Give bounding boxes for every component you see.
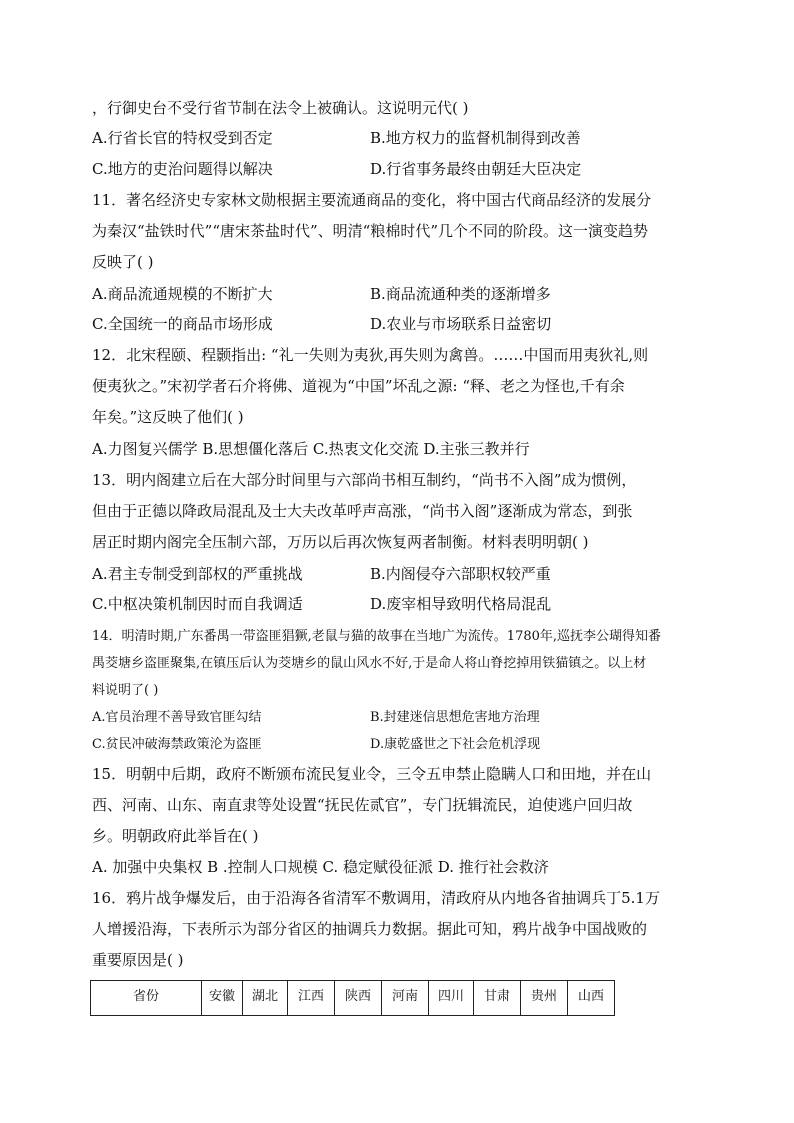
- table-header-cell: 山西: [568, 981, 615, 1016]
- table-header-cell: 陕西: [335, 981, 382, 1016]
- q12-options: A.力图复兴儒学 B.思想僵化落后 C.热衷文化交流 D.主张三教并行: [92, 440, 530, 458]
- q12-stem-line2: 便夷狄之。”宋初学者石介将佛、道视为“中国”坏乱之源: “释、老之为怪也,千有余: [92, 377, 625, 395]
- q14-option-a: A.官员治理不善导致官匪勾结: [92, 710, 262, 725]
- table-header-cell: 四川: [429, 981, 474, 1016]
- q12-stem-line1: 12．北宋程颐、程颢指出: “礼一失则为夷狄,再失则为禽兽。……中国而用夷狄礼,则: [92, 346, 649, 364]
- q13-option-b: B.内阁侵夺六部职权较严重: [370, 565, 551, 583]
- table-header-cell: 贵州: [521, 981, 568, 1016]
- table-header-cell: 河南: [382, 981, 429, 1016]
- q10-option-b: B.地方权力的监督机制得到改善: [370, 129, 581, 147]
- q14-stem-line3: 料说明了( ): [92, 683, 159, 698]
- q13-stem-line3: 居正时期内阁完全压制六部，万历以后再次恢复两者制衡。材料表明明朝( ): [92, 533, 589, 551]
- q11-option-b: B.商品流通种类的逐渐增多: [370, 285, 551, 303]
- q13-option-d: D.废宰相导致明代格局混乱: [370, 595, 552, 613]
- province-troop-table: [90, 980, 615, 1016]
- q10-option-c: C.地方的吏治问题得以解决: [92, 160, 273, 178]
- q14-stem-line1: 14．明清时期,广东番禺一带盗匪猖獗,老鼠与猫的故事在当地广为流传。1780年,巡抚李公瑚得知番: [92, 629, 662, 644]
- q16-stem-line2: 人增援沿海，下表所示为部分省区的抽调兵力数据。据此可知，鸦片战争中国战败的: [92, 920, 648, 938]
- q15-stem-line1: 15．明朝中后期，政府不断颁布流民复业令，三令五申禁止隐瞒人口和田地，并在山: [92, 765, 652, 783]
- q11-option-d: D.农业与市场联系日益密切: [370, 315, 552, 333]
- q14-option-c: C.贫民冲破海禁政策沦为盗匪: [92, 737, 262, 752]
- q14-option-d: D.康乾盛世之下社会危机浮现: [370, 737, 541, 752]
- q11-option-a: A.商品流通规模的不断扩大: [92, 285, 273, 303]
- table-header-cell: 安徽: [202, 981, 243, 1016]
- q10-option-a: A.行省长官的特权受到否定: [92, 129, 273, 147]
- q12-stem-line3: 年矣。”这反映了他们( ): [92, 408, 244, 426]
- q10-stem: ，行御史台不受行省节制在法令上被确认。这说明元代( ): [92, 99, 469, 117]
- q15-options: A. 加强中央集权 B .控制人口规模 C. 稳定赋役征派 D. 推行社会救济: [92, 858, 549, 876]
- q16-stem-line3: 重要原因是( ): [92, 951, 184, 969]
- table-header-row: [91, 981, 615, 1016]
- q13-option-a: A.君主专制受到部权的严重挑战: [92, 565, 303, 583]
- table-header-cell: 江西: [288, 981, 335, 1016]
- q15-stem-line3: 乡。明朝政府此举旨在( ): [92, 827, 259, 845]
- table-header-cell: 省份: [91, 981, 202, 1016]
- table-header-cell: 湖北: [243, 981, 288, 1016]
- q14-option-b: B.封建迷信思想危害地方治理: [370, 710, 540, 725]
- q11-stem-line1: 11．著名经济史专家林文勋根据主要流通商品的变化，将中国古代商品经济的发展分: [92, 191, 652, 209]
- q13-stem-line2: 但由于正德以降政局混乱及士大夫改革呼声高涨，“尚书入阁”逐渐成为常态，到张: [92, 502, 633, 520]
- q13-option-c: C.中枢决策机制因时而自我调适: [92, 595, 303, 613]
- q13-stem-line1: 13．明内阁建立后在大部分时间里与六部尚书相互制约，“尚书不入阁”成为惯例，: [92, 471, 637, 489]
- q11-stem-line3: 反映了( ): [92, 253, 154, 271]
- q14-stem-line2: 禺茭塘乡盗匪聚集,在镇压后认为茭塘乡的鼠山风水不好,于是命人将山脊挖掉用铁猫镇之。以上材: [92, 656, 647, 671]
- table-header-cell: 甘肃: [474, 981, 521, 1016]
- q15-stem-line2: 西、河南、山东、南直隶等处设置“抚民佐贰官”，专门抚辑流民，迫使逃户回归故: [92, 796, 633, 814]
- q16-stem-line1: 16．鸦片战争爆发后，由于沿海各省清军不敷调用，清政府从内地各省抽调兵丁5.1万: [92, 889, 660, 907]
- q10-option-d: D.行省事务最终由朝廷大臣决定: [370, 160, 582, 178]
- q11-stem-line2: 为秦汉“盐铁时代”“唐宋茶盐时代”、明清“粮棉时代”几个不同的阶段。这一演变趋势: [92, 222, 649, 240]
- q11-option-c: C.全国统一的商品市场形成: [92, 315, 273, 333]
